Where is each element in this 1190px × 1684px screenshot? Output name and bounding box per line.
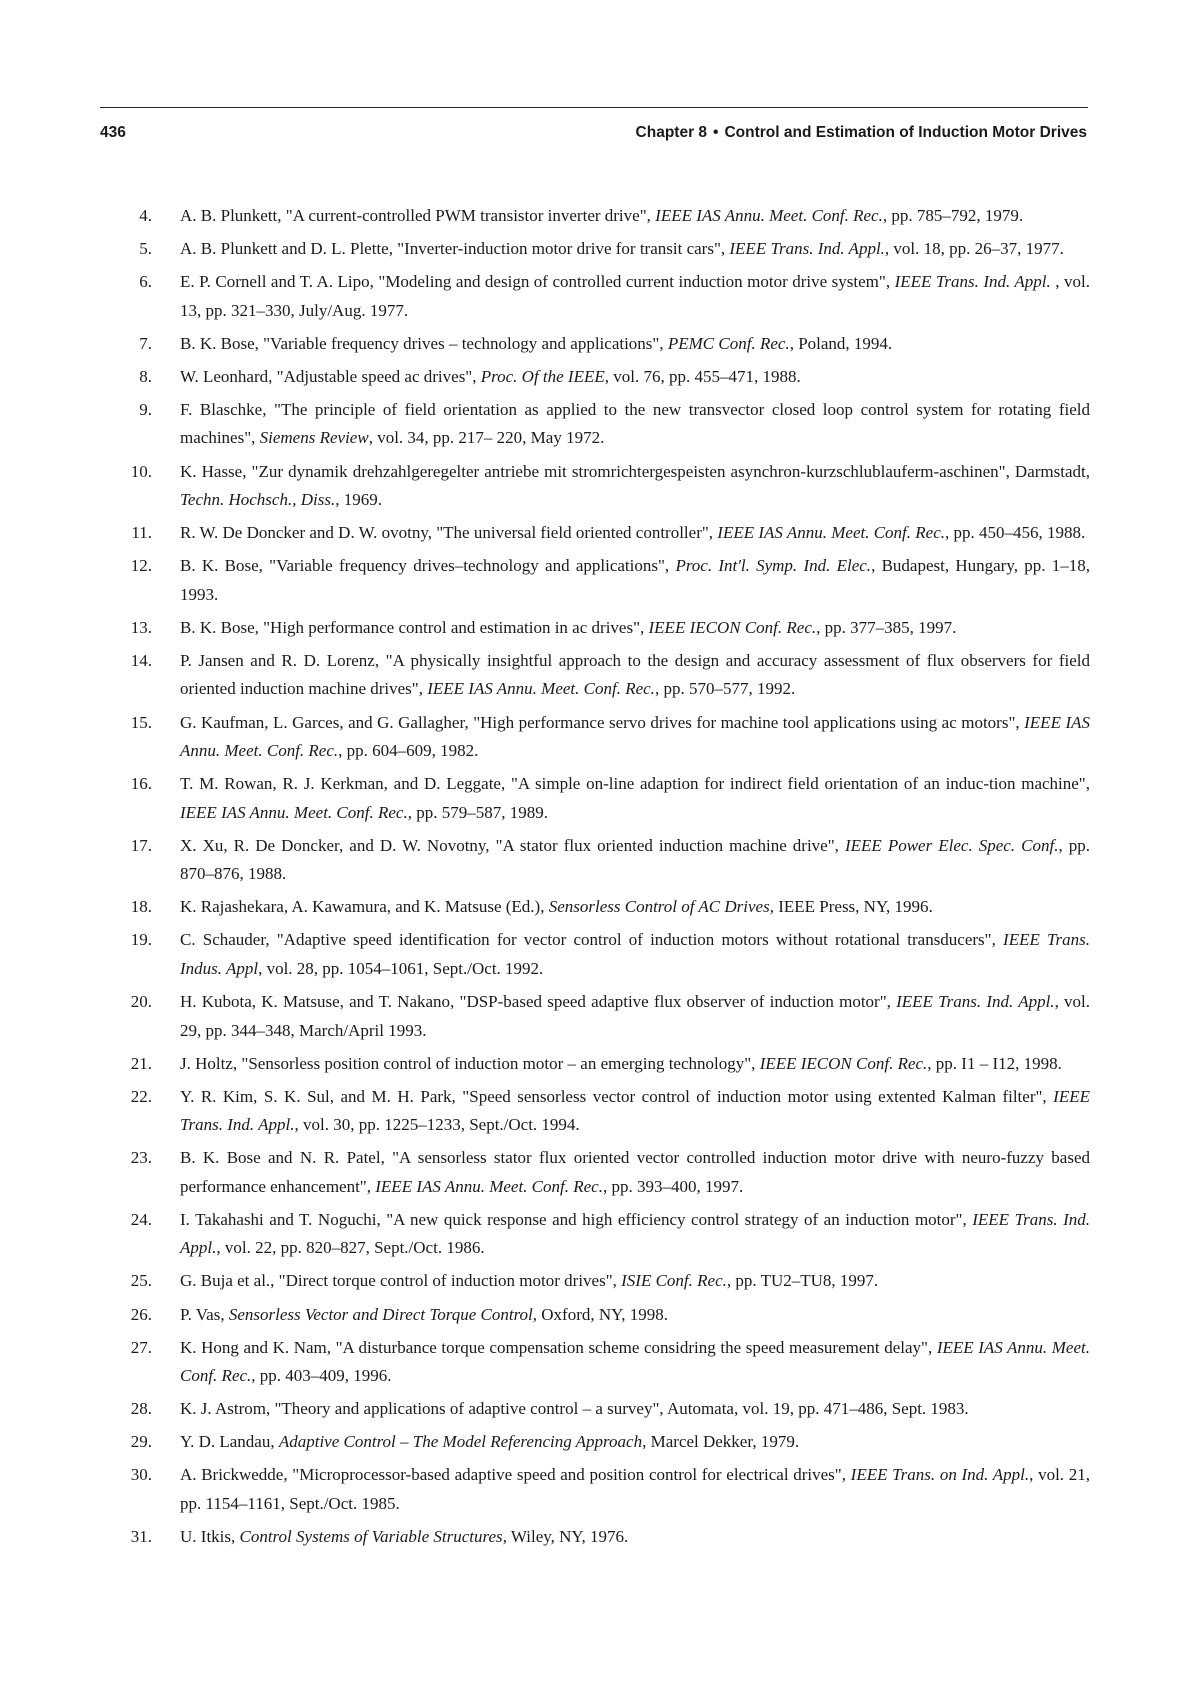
reference-number-text: 29.	[130, 1432, 152, 1452]
reference-number-text: 26.	[130, 1304, 152, 1324]
reference-text	[180, 396, 1090, 453]
reference-segment: B. K. Bose, "Variable frequency drives – technology and applications",	[180, 333, 668, 353]
reference-item	[0, 552, 1190, 609]
reference-number-text: 9.	[139, 399, 152, 419]
reference-number-text: 16.	[130, 774, 152, 794]
reference-segment: P. Vas,	[180, 1304, 229, 1324]
reference-segment: , pp. 450–456, 1988.	[945, 523, 1086, 543]
reference-number-text: 19.	[130, 930, 152, 950]
reference-item	[0, 202, 1190, 231]
reference-text	[180, 1083, 1090, 1140]
reference-number-text: 22.	[130, 1086, 152, 1106]
reference-item	[0, 1267, 1190, 1296]
reference-segment: B. K. Bose and N. R. Patel, "A sensorless stator flux oriented vector controlled induction motor drive with neuro-fuzzy based performance enhancement",	[180, 1148, 1090, 1196]
reference-segment: K. Rajashekara, A. Kawamura, and K. Matsuse (Ed.),	[180, 897, 549, 917]
reference-segment: , vol. 76, pp. 455–471, 1988.	[604, 366, 801, 386]
reference-number-text: 21.	[130, 1053, 152, 1073]
reference-segment: X. Xu, R. De Doncker, and D. W. Novotny, "A stator flux oriented induction machine drive",	[180, 835, 845, 855]
reference-segment: , pp. 403–409, 1996.	[251, 1366, 392, 1386]
reference-source: IEEE Trans. Ind. Appl.	[180, 1086, 1090, 1135]
bullet-separator: •	[713, 124, 719, 141]
header-rule	[100, 107, 1088, 108]
reference-text	[180, 770, 1090, 827]
reference-text	[180, 988, 1090, 1045]
reference-number-text: 8.	[139, 366, 152, 386]
reference-segment: R. W. De Doncker and D. W. ovotny, "The universal field oriented controller",	[180, 523, 718, 543]
reference-segment: , pp. 579–587, 1989.	[407, 802, 548, 822]
reference-segment: , vol. 34, pp. 217– 220, May 1972.	[368, 428, 605, 448]
reference-source: IEEE IAS Annu. Meet. Conf. Rec.	[717, 523, 945, 543]
reference-source: ISIE Conf. Rec.	[621, 1271, 727, 1291]
reference-source: Techn. Hochsch., Diss.	[180, 490, 336, 510]
reference-item	[0, 614, 1190, 643]
reference-number-text: 20.	[130, 992, 152, 1011]
reference-segment: G. Buja et al., "Direct torque control of induction motor drives",	[180, 1271, 622, 1291]
reference-segment: H. Kubota, K. Matsuse, and T. Nakano, "DSP-based speed adaptive flux observer of induction motor",	[180, 992, 897, 1011]
reference-source: IEEE Trans. Ind. Appl.	[180, 1209, 1090, 1258]
reference-source: IEEE IAS Annu. Meet. Conf. Rec.	[427, 679, 655, 699]
reference-item	[0, 519, 1190, 548]
reference-number-text: 18.	[130, 897, 152, 917]
reference-text	[180, 647, 1090, 704]
reference-number-text: 13.	[130, 617, 152, 637]
reference-source: IEEE IAS Annu. Meet. Conf. Rec.	[180, 802, 408, 822]
reference-source: IEEE IAS Annu. Meet. Conf. Rec.	[375, 1176, 603, 1196]
reference-number-text: 4.	[139, 206, 152, 225]
reference-segment: A. Brickwedde, "Microprocessor-based adaptive speed and position control for electrical drives",	[180, 1465, 851, 1485]
reference-item	[0, 1395, 1190, 1424]
reference-source: Siemens Review	[259, 428, 369, 448]
reference-text	[180, 926, 1090, 983]
reference-segment: , pp. 785–792, 1979.	[882, 206, 1024, 225]
reference-segment: , Marcel Dekker, 1979.	[642, 1432, 800, 1452]
reference-text	[180, 458, 1090, 515]
reference-segment: A. B. Plunkett, "A current-controlled PWM transistor inverter drive",	[180, 206, 656, 225]
reference-text	[180, 519, 1090, 548]
reference-segment: , vol. 29, pp. 344–348, March/April 1993.	[180, 992, 1091, 1040]
reference-number-text: 25.	[130, 1271, 152, 1291]
reference-segment: , vol. 21, pp. 1154–1161, Sept./Oct. 1985.	[180, 1465, 1090, 1513]
reference-number-text: 23.	[130, 1148, 152, 1168]
reference-segment: , vol. 22, pp. 820–827, Sept./Oct. 1986.	[216, 1238, 485, 1258]
reference-source: IEEE IAS Annu. Meet. Conf. Rec.	[655, 206, 883, 225]
reference-list	[0, 202, 1190, 1556]
reference-source: IEEE Power Elec. Spec. Conf.	[844, 835, 1059, 855]
page-number: 436	[100, 124, 126, 141]
reference-item	[0, 1334, 1190, 1391]
reference-text	[180, 202, 1090, 231]
reference-segment: , vol. 28, pp. 1054–1061, Sept./Oct. 1992.	[258, 958, 544, 978]
reference-segment: C. Schauder, "Adaptive speed identification for vector control of induction motors without rotational transducers",	[180, 930, 1004, 950]
reference-text	[180, 552, 1090, 609]
reference-source: Adaptive Control – The Model Referencing Approach	[278, 1432, 643, 1452]
reference-number-text: 27.	[130, 1337, 152, 1357]
reference-text	[180, 1301, 1090, 1330]
reference-number-text: 14.	[130, 650, 152, 670]
reference-item	[0, 893, 1190, 922]
reference-item	[0, 926, 1190, 983]
reference-segment: , vol. 30, pp. 1225–1233, Sept./Oct. 1994.	[294, 1115, 580, 1135]
reference-text	[180, 1461, 1090, 1518]
reference-text	[180, 1206, 1090, 1263]
reference-segment: B. K. Bose, "Variable frequency drives–technology and applications",	[180, 556, 676, 576]
reference-segment: , pp. 870–876, 1988.	[180, 835, 1090, 884]
reference-segment: K. J. Astrom, "Theory and applications of adaptive control – a survey", Automata, vol. 19, pp. 471–486, Sept. 1983.	[180, 1399, 969, 1419]
reference-text	[180, 268, 1090, 325]
reference-segment: E. P. Cornell and T. A. Lipo, "Modeling and design of controlled current induction motor drive system",	[180, 272, 895, 292]
reference-number-text: 5.	[139, 239, 152, 259]
reference-segment: , pp. I1 – I12, 1998.	[927, 1053, 1062, 1073]
reference-segment: , vol. 18, pp. 26–37, 1977.	[884, 239, 1064, 259]
reference-segment: P. Jansen and R. D. Lorenz, "A physically insightful approach to the design and accuracy assessment of flux observers for field oriented induction machine drives",	[180, 650, 1090, 699]
reference-item	[0, 1428, 1190, 1457]
reference-segment: Y. D. Landau,	[180, 1432, 279, 1452]
reference-segment: B. K. Bose, "High performance control and estimation in ac drives",	[180, 617, 649, 637]
reference-text	[180, 709, 1090, 766]
reference-segment: , pp. 604–609, 1982.	[338, 741, 479, 761]
reference-source: Sensorless Vector and Direct Torque Control	[228, 1304, 533, 1324]
reference-source: IEEE IAS Annu. Meet. Conf. Rec.	[180, 1337, 1090, 1386]
reference-source: Sensorless Control of AC Drives	[548, 897, 770, 917]
reference-text	[180, 614, 1090, 643]
reference-number-text: 12.	[130, 556, 152, 576]
reference-text	[180, 1050, 1090, 1079]
reference-segment: I. Takahashi and T. Noguchi, "A new quick response and high efficiency control strategy of an induction motor",	[180, 1209, 973, 1229]
reference-source: IEEE Trans. Ind. Appl.	[729, 239, 885, 259]
reference-source: IEEE IECON Conf. Rec.	[648, 617, 817, 637]
chapter-label: Chapter 8	[635, 124, 708, 141]
reference-source: Proc. Int'l. Symp. Ind. Elec.	[675, 556, 872, 576]
running-head	[636, 124, 1087, 142]
reference-item	[0, 1050, 1190, 1079]
reference-item	[0, 1301, 1190, 1330]
reference-item	[0, 1083, 1190, 1140]
reference-text	[180, 330, 1090, 359]
reference-segment: Y. R. Kim, S. K. Sul, and M. H. Park, "Speed sensorless vector control of induction motor using extented Kalman filter",	[180, 1086, 1054, 1106]
reference-segment: J. Holtz, "Sensorless position control of induction motor – an emerging technology",	[180, 1053, 760, 1073]
reference-segment: , IEEE Press, NY, 1996.	[769, 897, 933, 917]
reference-segment: , Oxford, NY, 1998.	[532, 1304, 668, 1324]
reference-source: IEEE Trans. Ind. Appl.	[896, 992, 1055, 1011]
reference-source: IEEE Trans. Indus. Appl	[180, 930, 1091, 978]
reference-item	[0, 1206, 1190, 1263]
reference-text	[180, 1428, 1090, 1457]
reference-number-text: 11.	[131, 523, 152, 543]
reference-number-text: 17.	[130, 835, 152, 855]
reference-segment: , pp. 377–385, 1997.	[816, 617, 957, 637]
reference-source: PEMC Conf. Rec.	[667, 333, 790, 353]
reference-text	[180, 1144, 1090, 1201]
reference-number-text: 28.	[130, 1399, 152, 1419]
reference-segment: F. Blaschke, "The principle of field orientation as applied to the new transvector closed loop control system for rotating field machines",	[180, 399, 1090, 448]
reference-segment: G. Kaufman, L. Garces, and G. Gallagher, "High performance servo drives for machine tool applications using ac motors",	[180, 712, 1025, 732]
reference-item	[0, 396, 1190, 453]
reference-number-text: 24.	[130, 1209, 152, 1229]
reference-text	[180, 832, 1090, 889]
reference-segment: K. Hasse, "Zur dynamik drehzahlgeregelter antriebe mit stromrichtergespeisten asynchron-kurzschlublauferm-aschinen", Darmstadt,	[180, 461, 1090, 481]
reference-segment: , Budapest, Hungary, pp. 1–18, 1993.	[180, 556, 1090, 604]
chapter-title: Control and Estimation of Induction Motor Drives	[724, 124, 1087, 141]
reference-text	[180, 1523, 1090, 1552]
reference-item	[0, 988, 1190, 1045]
reference-item	[0, 1144, 1190, 1201]
reference-item	[0, 647, 1190, 704]
reference-segment: U. Itkis,	[180, 1527, 240, 1547]
reference-source: IEEE IAS Annu. Meet. Conf. Rec.	[180, 712, 1090, 761]
reference-text	[180, 1395, 1090, 1424]
reference-item	[0, 1461, 1190, 1518]
reference-segment: , pp. 393–400, 1997.	[602, 1176, 744, 1196]
reference-item	[0, 330, 1190, 359]
reference-segment: , Wiley, NY, 1976.	[502, 1527, 629, 1547]
reference-segment: , 1969.	[335, 490, 382, 510]
reference-segment: K. Hong and K. Nam, "A disturbance torque compensation scheme considring the speed measurement delay",	[180, 1337, 937, 1357]
reference-segment: , vol. 13, pp. 321–330, July/Aug. 1977.	[180, 272, 1090, 320]
reference-item	[0, 770, 1190, 827]
reference-item	[0, 709, 1190, 766]
reference-source: IEEE Trans. Ind. Appl.	[894, 272, 1051, 292]
reference-source: IEEE IECON Conf. Rec.	[759, 1053, 928, 1073]
reference-number-text: 15.	[130, 712, 152, 732]
reference-item	[0, 268, 1190, 325]
reference-number-text: 7.	[139, 333, 152, 353]
reference-segment: , Poland, 1994.	[789, 333, 893, 353]
reference-item	[0, 1523, 1190, 1552]
reference-number-text: 6.	[139, 272, 152, 292]
reference-segment: , pp. TU2–TU8, 1997.	[726, 1271, 879, 1291]
reference-source: IEEE Trans. on Ind. Appl.	[850, 1465, 1030, 1485]
reference-text	[180, 1334, 1090, 1391]
reference-source: Proc. Of the IEEE	[480, 366, 605, 386]
reference-item	[0, 235, 1190, 264]
reference-item	[0, 832, 1190, 889]
reference-item	[0, 458, 1190, 515]
reference-item	[0, 363, 1190, 392]
reference-number-text: 10.	[130, 461, 152, 481]
reference-text	[180, 363, 1090, 392]
reference-number-text: 30.	[130, 1465, 152, 1485]
reference-text	[180, 893, 1090, 922]
reference-segment: T. M. Rowan, R. J. Kerkman, and D. Leggate, "A simple on-line adaption for indirect field orientation of an induc-tion machine",	[180, 774, 1090, 794]
reference-segment: W. Leonhard, "Adjustable speed ac drives",	[180, 366, 481, 386]
reference-number-text: 31.	[130, 1527, 152, 1547]
reference-segment: , pp. 570–577, 1992.	[654, 679, 796, 699]
reference-text	[180, 1267, 1090, 1296]
reference-source: Control Systems of Variable Structures	[239, 1527, 503, 1547]
reference-text	[180, 235, 1090, 264]
reference-segment: A. B. Plunkett and D. L. Plette, "Inverter-induction motor drive for transit cars",	[180, 239, 730, 259]
